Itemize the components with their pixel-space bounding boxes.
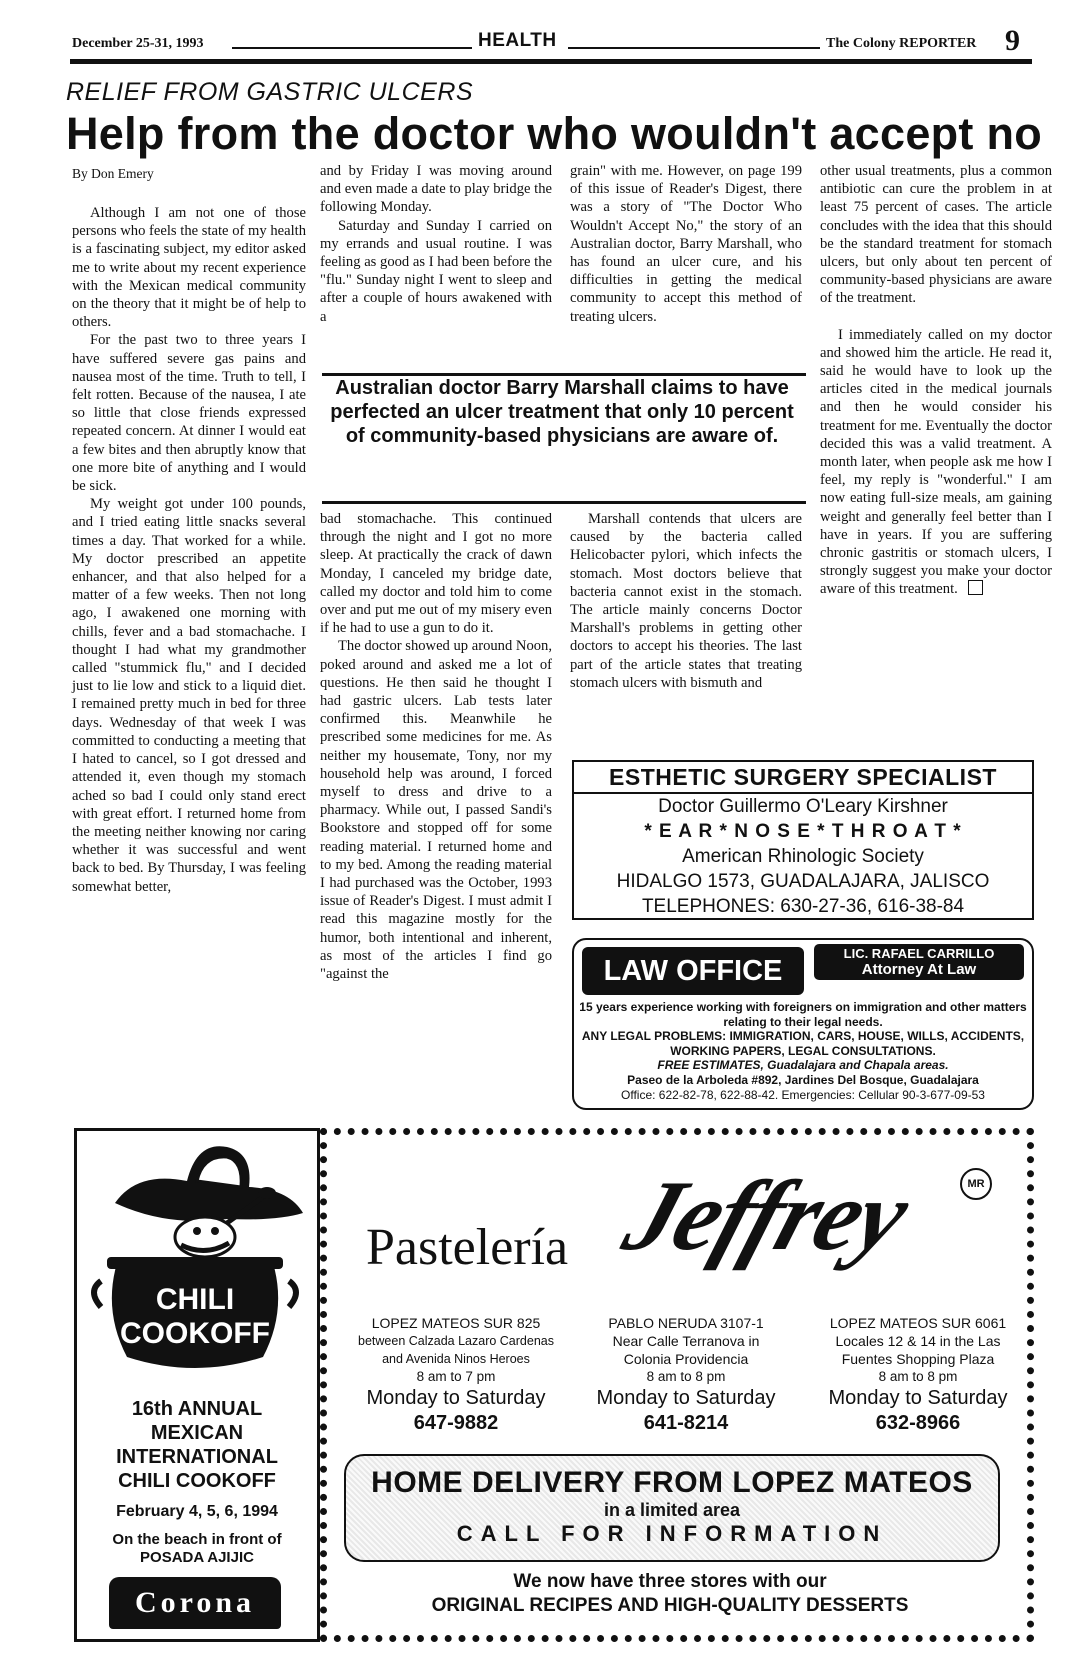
sombrero-pot-illustration [77,1131,317,1391]
law-office-title: LAW OFFICE [582,947,804,995]
article-kicker: RELIEF FROM GASTRIC ULCERS [66,78,474,106]
store-days: Monday to Saturday [366,1387,546,1409]
paper-name: The Colony REPORTER [826,36,977,51]
law-office-body [578,1000,1028,1102]
chili-line: INTERNATIONAL [116,1446,278,1468]
pot-label-1: CHILI [155,1283,235,1316]
law-line: Paseo de la Arboleda #892, Jardines Del Bosque, Guadalajara [627,1072,979,1087]
article-column-2-bottom [320,510,552,983]
issue-date: December 25-31, 1993 [72,36,204,51]
store-address: between Calzada Lazaro Cardenas [358,1334,554,1348]
law-line: Office: 622-82-78, 622-88-42. Emergencies: Cellular 90-3-677-09-53 [621,1087,985,1102]
masthead-bottom-rule [70,59,1032,64]
chili-location: On the beach in front of POSADA AJIJIC [112,1531,282,1566]
ad-doctor: Doctor Guillermo O'Leary Kirshner [658,796,948,817]
paragraph: For the past two to three years I have suffered severe gas pains and nausea most of the time. Truth to tell, I felt rotten. Because of the nausea, I ate so little that close friends expressed repeated concern. At dinner I would eat a few bites and then abruptly know that one more bite of anything and I would be sick. [72,332,306,495]
article-headline: Help from the doctor who wouldn't accept no [66,108,1043,159]
ad-society: American Rhinologic Society [682,846,924,867]
trademark-icon: MR [960,1168,992,1200]
article-column-3-top [570,162,802,326]
law-line: ANY LEGAL PROBLEMS: IMMIGRATION, CARS, HOUSE, WILLS, ACCIDENTS, WORKING PAPERS, LEGAL CONSULTATIONS. [581,1029,1025,1058]
chili-line: MEXICAN [150,1422,244,1444]
paragraph: My weight got under 100 pounds, and I tried eating little snacks several times a day. That worked for a while. My doctor prescribed an appetite enhancer, and that also helped for a matter of a few weeks. Then not long ago, I awakened one morning with chills, fever and a bad stomachache. I thought I had what my grandmother called "stummick flu," and I decided just to lie low and stick to a liquid diet. I remained pretty much in bed for three days. Wednesday of that week I was committed to conducting a meeting that I hated to cancel, so I got dressed and attended it, even though my stomach ached so bad I could only stand erect with great effort. I returned home from the meeting neither knowing nor caring whether it was successful and went back to bed. By Thursday, I was feeling somewhat better, [72,496,306,895]
corona-logo [109,1577,281,1629]
store-2 [576,1314,796,1436]
esthetic-surgery-ad [572,760,1034,920]
store-hours: 8 am to 8 pm [878,1369,958,1384]
paragraph-with-endmark [820,326,1052,599]
chili-line: CHILI COOKOFF [118,1470,276,1492]
end-of-story-icon [968,580,983,595]
store-phone: 647-9882 [413,1412,499,1434]
paragraph: and by Friday I was moving around and even made a date to play bridge the following Monday. [320,163,552,216]
store-address: and Avenida Ninos Heroes [382,1352,530,1366]
paragraph: Marshall contends that ulcers are caused by the bacteria called Helicobacter pylori, which infects the stomach. Most doctors believe that bacteria cannot exist in the stomach. The article mainly concerns Doctor Marshall's problems in getting other doctors to accept his theories. The last part of the article states that treating stomach ulcers with bismuth and [570,511,802,691]
paragraph: other usual treatments, plus a common antibiotic can cure the problem in at least 75 percent of cases. The article concludes with the idea that this should be the standard treatment for stomach ulcers, but only about ten percent of community-based physicians are aware of the treatment. [820,163,1052,307]
paragraph: Saturday and Sunday I carried on my errands and usual routine. I was feeling as good as I had been before the "flu." Sunday night I went to sleep and after a couple of hours awakened with a [320,217,552,325]
ad-address: HIDALGO 1573, GUADALAJARA, JALISCO [616,871,990,892]
store-address: Locales 12 & 14 in the Las [835,1333,1001,1349]
store-address: LOPEZ MATEOS SUR 6061 [829,1315,1007,1331]
pasteleria-footer [344,1570,996,1618]
store-phone: 641-8214 [643,1412,729,1434]
store-1 [346,1314,566,1436]
chili-dates: February 4, 5, 6, 1994 [116,1503,278,1520]
delivery-headline: HOME DELIVERY FROM LOPEZ MATEOS [371,1466,973,1499]
store-phone: 632-8966 [875,1412,961,1434]
chili-event-title [77,1397,317,1493]
pull-quote: Australian doctor Barry Marshall claims to have perfected an ulcer treatment that only 10 percent of community-based physicians are aware of. [330,377,794,447]
attorney-role: Attorney At Law [861,961,977,978]
section-name: HEALTH [478,30,557,51]
delivery-call: CALL FOR INFORMATION [456,1521,888,1546]
home-delivery-banner [344,1454,1000,1562]
store-days: Monday to Saturday [596,1387,776,1409]
paragraph: Although I am not one of those persons who feels the state of my health is a fascinating subject, my editor asked me to write about my recent experience with the Mexican medical community on the theory that it might be of help to others. [72,205,306,331]
law-line: 15 years experience working with foreigners on immigration and other matters relating to their legal needs. [579,1000,1027,1029]
ad-phones: TELEPHONES: 630-27-36, 616-38-84 [641,896,965,917]
delivery-area: in a limited area [603,1500,741,1520]
article-column-2-top [320,162,552,326]
store-address: Near Calle Terranova in [612,1333,760,1349]
ad-specialty: * E A R * N O S E * T H R O A T * [644,821,962,842]
article-column-1 [72,204,306,896]
paragraph: bad stomachache. This continued through the night and I got no more sleep. At practically the crack of dawn Monday, I canceled my bridge date, called my doctor and told him to come over and put me out of my misery even if he had to use a gun to do it. [320,511,552,637]
store-address: PABLO NERUDA 3107-1 [608,1315,764,1331]
ad-title: ESTHETIC SURGERY SPECIALIST [574,764,1032,794]
masthead-rule-left [232,47,472,49]
page-number: 9 [1005,24,1020,57]
law-office-ad [572,938,1034,1110]
jeffrey-logo: Jeffrey [611,1160,921,1271]
pull-quote-bottom-rule [322,501,806,504]
attorney-name: LIC. RAFAEL CARRILLO [843,946,995,961]
store-3 [808,1314,1028,1436]
store-address: Colonia Providencia [623,1351,749,1367]
pasteleria-jeffrey-ad [320,1128,1032,1640]
article-column-4 [820,162,1052,599]
chili-cookoff-ad [74,1128,320,1642]
corona-wordmark: Corona [134,1586,256,1619]
pot-label-2: COOKOFF [120,1317,270,1350]
store-days: Monday to Saturday [828,1387,1008,1409]
paragraph: The doctor showed up around Noon, poked around and asked me a lot of questions. He then said he thought I had gastric ulcers. Lab tests later confirmed this. Meanwhile he prescribed some medicines for me. As neither my housemate, Tony, nor my household help was around, I forced myself to dress and drive to a pharmacy. While out, I passed Sandi's Bookstore and stopped off for some reading material. I returned home and to my bed. Among the reading material I had purchased was the October, 1993 issue of Reader's Digest. I must admit I read this magazine mostly for the humor, both intentional and inherent, as most of the articles I find go "against the [320,638,552,983]
paragraph: I immediately called on my doctor and showed him the article. He read it, said he would have to look up the articles cited in the medical journals and then he would consider his treatment for me. Eventually the doctor decided this was a valid treatment. A month later, when people ask me how I feel, my reply is "wonderful." I am now eating full-size meals, am gaining weight and generally feel better than I have in years. If you are suffering chronic gastritis or stomach ulcers, I strongly suggest you make your doctor aware of this treatment. [820,326,1052,598]
byline: By Don Emery [72,166,154,181]
masthead-rule-right [568,47,820,49]
store-address: LOPEZ MATEOS SUR 825 [371,1315,541,1331]
attorney-badge [814,944,1024,980]
footer-line: We now have three stores with our [513,1571,827,1592]
store-address: Fuentes Shopping Plaza [841,1351,995,1367]
store-hours: 8 am to 7 pm [416,1369,496,1384]
footer-line: ORIGINAL RECIPES AND HIGH-QUALITY DESSERTS [431,1595,909,1616]
store-hours: 8 am to 8 pm [646,1369,726,1384]
pasteleria-word: Pastelería [366,1219,569,1276]
article-column-3-bottom [570,510,802,692]
law-line: FREE ESTIMATES, Guadalajara and Chapala areas. [657,1058,949,1073]
chili-line: 16th ANNUAL [131,1398,263,1420]
paragraph: grain" with me. However, on page 199 of this issue of Reader's Digest, there was a story of "The Doctor Who Wouldn't Accept No," the story of an Australian doctor, Barry Marshall, who has found an ulcer cure, and his difficulties in getting the medical community to accept this method of treating ulcers. [570,163,802,325]
